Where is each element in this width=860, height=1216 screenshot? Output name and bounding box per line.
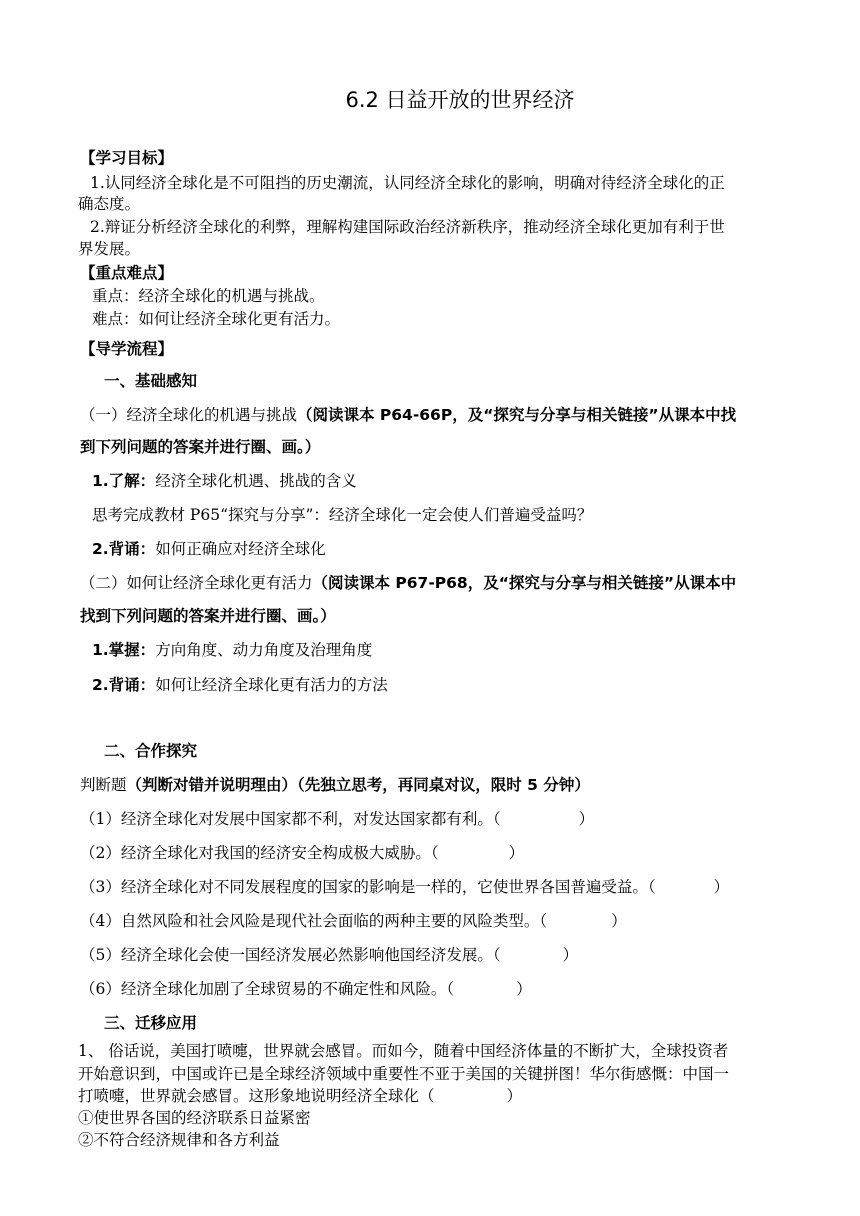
q1-close: ） bbox=[578, 810, 595, 828]
key-point: 重点：经济全球化的机遇与挑战。 bbox=[92, 287, 325, 305]
part-1-text: （一）经济全球化的机遇与挑战 bbox=[80, 406, 298, 424]
part-2-note-line-2: 找到下列问题的答案并进行圈、画。） bbox=[80, 607, 336, 625]
application-q1-close: ） bbox=[506, 1087, 523, 1105]
q3-close: ） bbox=[713, 878, 730, 896]
p2-item-1 bbox=[92, 639, 372, 661]
part-1-note-line-2: 到下列问题的答案并进行圈、画。） bbox=[80, 438, 321, 456]
objective-2-line-2: 界发展。 bbox=[78, 240, 141, 258]
q4-close: ） bbox=[611, 912, 627, 930]
objective-1-line-1: 1.认同经济全球化是不可阻挡的历史潮流，认同经济全球化的影响，明确对待经济全球化的正 bbox=[90, 174, 725, 192]
part-2-line-1 bbox=[80, 572, 736, 594]
page-title: 6.2 日益开放的世界经济 bbox=[345, 88, 575, 112]
part-1-line-1 bbox=[80, 404, 736, 426]
process-heading: 【导学流程】 bbox=[80, 340, 174, 358]
judgement-q6 bbox=[80, 978, 532, 1000]
p1-item-2-label: 2.背诵： bbox=[92, 540, 156, 558]
judgement-q5 bbox=[80, 944, 578, 966]
judgement-note: （判断对错并说明理由）（先独立思考，再同桌对议，限时 5 分钟） bbox=[126, 776, 590, 794]
p1-think: 思考完成教材 P65“探究与分享”：经济全球化一定会使人们普遍受益吗？ bbox=[92, 506, 593, 524]
application-q1-line-2: 开始意识到，中国或许已是全球经济领域中重要性不亚于美国的关键拼图！华尔街感慨：中国一 bbox=[78, 1065, 730, 1083]
q2-text: （2）经济全球化对我国的经济安全构成极大威胁。（ bbox=[80, 844, 439, 862]
key-points-heading: 【重点难点】 bbox=[80, 264, 174, 282]
judgement-intro bbox=[80, 774, 590, 796]
application-option-1: ①使世界各国的经济联系日益紧密 bbox=[78, 1109, 311, 1127]
q5-text: （5）经济全球化会使一国经济发展必然影响他国经济发展。（ bbox=[80, 946, 501, 964]
q1-text: （1）经济全球化对发展中国家都不利，对发达国家都有利。（ bbox=[80, 810, 501, 828]
section-1-title: 一、基础感知 bbox=[104, 372, 198, 390]
judgement-q4 bbox=[80, 910, 627, 932]
application-q1-line-1: 1、 俗话说，美国打喷嚏，世界就会感冒。而如今，随着中国经济体量的不断扩大，全球投资者 bbox=[78, 1042, 729, 1060]
part-2-note: （阅读课本 P67-P68，及“探究与分享与相关链接”从课本中 bbox=[312, 574, 737, 592]
p2-item-2-label: 2.背诵： bbox=[92, 676, 156, 694]
p1-item-1-label: 1.了解： bbox=[92, 472, 156, 490]
objectives-heading: 【学习目标】 bbox=[80, 149, 174, 167]
q3-text: （3）经济全球化对不同发展程度的国家的影响是一样的，它使世界各国普遍受益。（ bbox=[80, 878, 656, 896]
p2-item-2-text: 如何让经济全球化更有活力的方法 bbox=[155, 676, 388, 694]
q5-close: ） bbox=[562, 946, 579, 964]
application-option-2: ②不符合经济规律和各方利益 bbox=[78, 1131, 280, 1149]
application-q1-line-3 bbox=[78, 1085, 522, 1107]
difficult-point: 难点：如何让经济全球化更有活力。 bbox=[92, 310, 341, 328]
p1-item-1-text: 经济全球化机遇、挑战的含义 bbox=[155, 472, 357, 490]
q2-close: ） bbox=[508, 844, 525, 862]
section-2-title: 二、合作探究 bbox=[104, 742, 198, 760]
part-2-text: （二）如何让经济全球化更有活力 bbox=[80, 574, 313, 592]
section-3-title: 三、迁移应用 bbox=[104, 1014, 198, 1032]
p2-item-1-label: 1.掌握： bbox=[92, 641, 156, 659]
judgement-q2 bbox=[80, 842, 524, 864]
objective-1-line-2: 确态度。 bbox=[78, 195, 141, 213]
part-1-note: （阅读课本 P64-66P，及“探究与分享与相关链接”从课本中找 bbox=[297, 406, 737, 424]
q4-text: （4）自然风险和社会风险是现代社会面临的两种主要的风险类型。（ bbox=[80, 912, 548, 930]
q6-text: （6）经济全球化加剧了全球贸易的不确定性和风险。（ bbox=[80, 980, 455, 998]
application-q1-stem: 打喷嚏，世界就会感冒。这形象地说明经济全球化（ bbox=[78, 1087, 435, 1105]
judgement-q3 bbox=[80, 876, 729, 898]
judgement-label: 判断题 bbox=[80, 776, 127, 794]
judgement-q1 bbox=[80, 808, 594, 830]
p1-item-2 bbox=[92, 538, 326, 560]
objective-2-line-1: 2.辩证分析经济全球化的利弊，理解构建国际政治经济新秩序，推动经济全球化更加有利于世 bbox=[90, 218, 725, 236]
p2-item-2 bbox=[92, 674, 388, 696]
p1-item-2-text: 如何正确应对经济全球化 bbox=[155, 540, 326, 558]
q6-close: ） bbox=[516, 980, 532, 998]
p2-item-1-text: 方向角度、动力角度及治理角度 bbox=[155, 641, 373, 659]
p1-item-1 bbox=[92, 470, 357, 492]
